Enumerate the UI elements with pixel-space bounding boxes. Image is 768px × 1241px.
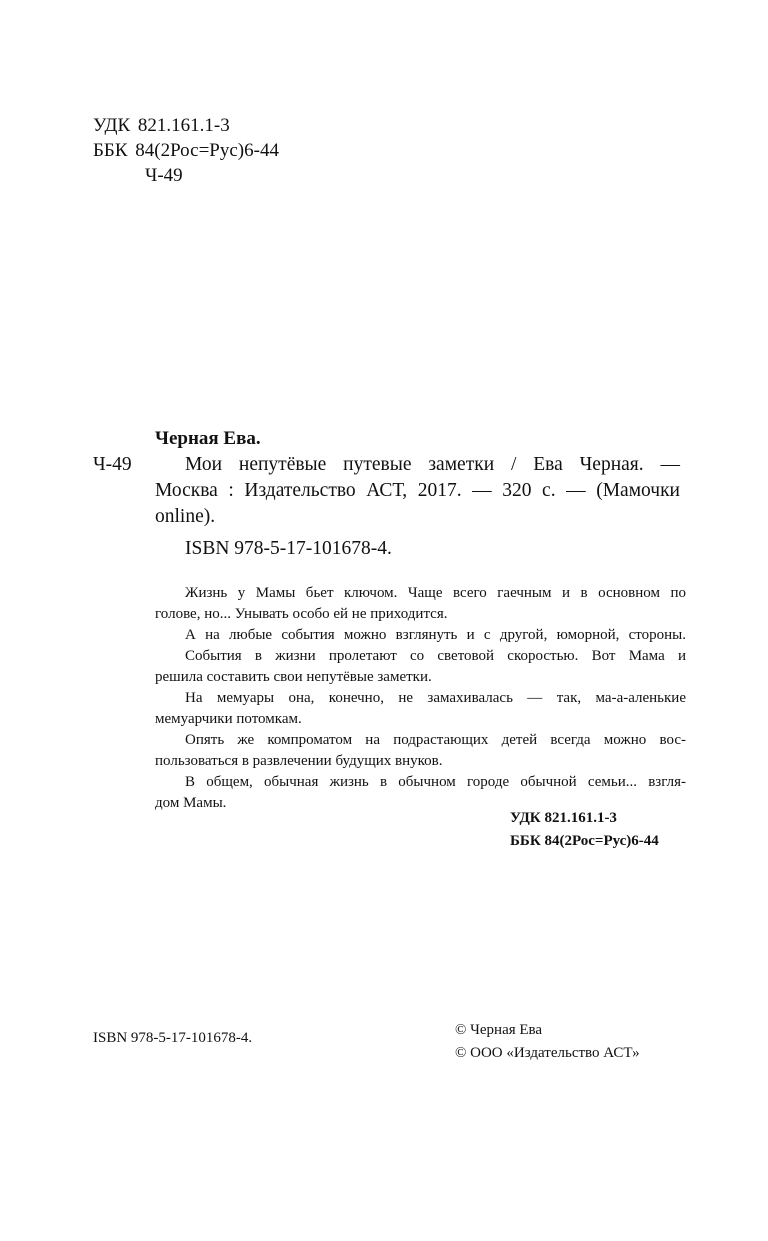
copyright-author: © Черная Ева [455, 1022, 543, 1038]
catalog-title-line: online). [155, 506, 216, 527]
author-mark: Ч-49 [145, 165, 183, 186]
annotation-line: мемуарчики потомкам. [155, 711, 302, 727]
annotation-line: пользоваться в развлечении будущих внуков. [155, 753, 443, 769]
annotation-line: решила составить свои непутёвые заметки. [155, 669, 432, 685]
catalog-author-mark: Ч-49 [93, 454, 132, 475]
bbk-code: ББК 84(2Рос=Рус)6-44 [93, 140, 279, 161]
udk-code: УДК 821.161.1-3 [93, 115, 230, 136]
catalog-isbn: ISBN 978-5-17-101678-4. [185, 538, 392, 559]
copyright-publisher: © ООО «Издательство АСТ» [455, 1045, 640, 1061]
catalog-author: Черная Ева. [155, 428, 261, 449]
annotation-line: На мемуары она, конечно, не замахивалась — так, ма-а-аленькие [185, 690, 686, 706]
annotation-line: дом Мамы. [155, 795, 227, 811]
annotation-line: В общем, обычная жизнь в обычном городе обычной семьи... взгля- [185, 774, 686, 790]
annotation-bbk: ББК 84(2Рос=Рус)6-44 [510, 833, 659, 849]
annotation-line: События в жизни пролетают со световой скоростью. Вот Мама и [185, 648, 686, 664]
footer-isbn: ISBN 978-5-17-101678-4. [93, 1030, 253, 1046]
catalog-title-line: Мои непутёвые путевые заметки / Ева Черная. — [185, 454, 680, 475]
annotation-line: Жизнь у Мамы бьет ключом. Чаще всего гаечным и в основном по [185, 585, 686, 601]
annotation-udk: УДК 821.161.1-3 [510, 810, 617, 826]
annotation-line: А на любые события можно взглянуть и с другой, юморной, стороны. [185, 627, 686, 643]
catalog-title-line: Москва : Издательство АСТ, 2017. — 320 с. — (Мамочки [155, 480, 680, 501]
annotation-line: Опять же компроматом на подрастающих детей всегда можно вос- [185, 732, 686, 748]
annotation-line: голове, но... Унывать особо ей не приходится. [155, 606, 448, 622]
